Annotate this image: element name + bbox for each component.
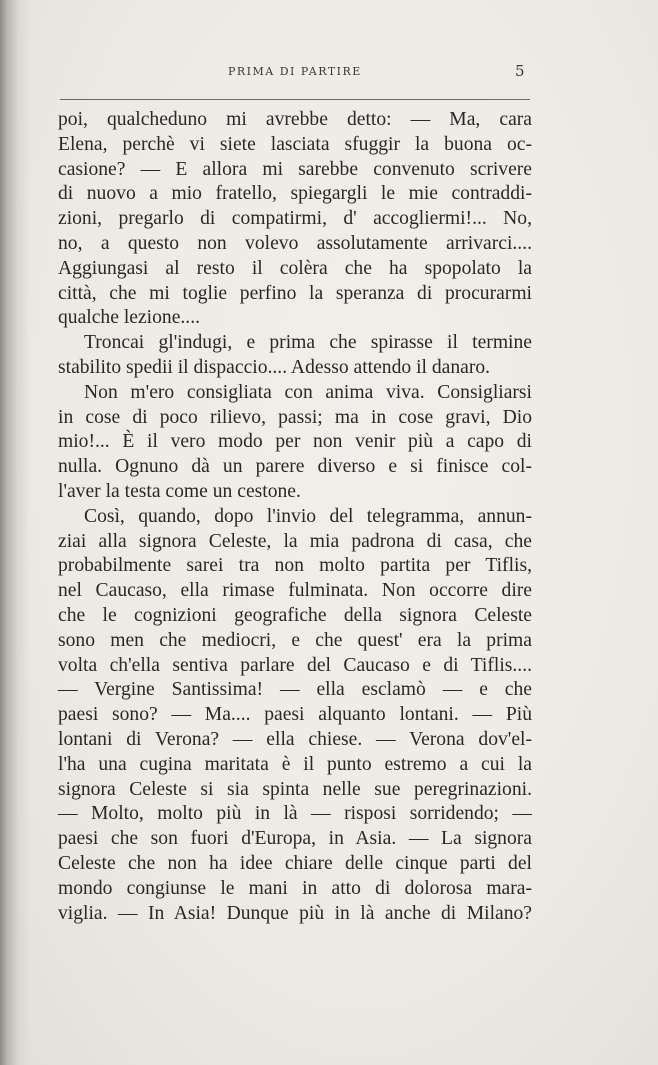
running-title: PRIMA DI PARTIRE xyxy=(228,65,362,78)
text-line: paesi sono? — Ma.... paesi alquanto lontani. — Più xyxy=(58,704,532,726)
text-line: probabilmente sarei tra non molto partita per Tiflis, xyxy=(58,555,532,577)
paragraph-end-line: l'aver la testa come un cestone. xyxy=(58,480,301,502)
text-line: casione? — E allora mi sarebbe convenuto scrivere xyxy=(58,158,532,180)
text-line: sono men che mediocri, e che quest' era la prima xyxy=(58,629,532,651)
text-line: nulla. Ognuno dà un parere diverso e si finisce col- xyxy=(58,456,532,478)
text-line: Celeste che non ha idee chiare delle cinque parti del xyxy=(58,852,532,874)
paragraph-start-line: Così, quando, dopo l'invio del telegramma, annun- xyxy=(84,505,532,527)
text-line: ziai alla signora Celeste, la mia padrona di casa, che xyxy=(58,530,532,552)
page-number: 5 xyxy=(515,62,525,80)
text-line: — Vergine Santissima! — ella esclamò — e che xyxy=(58,679,532,701)
text-line: mondo congiunse le mani in atto di dolorosa mara- xyxy=(58,877,532,899)
text-line: viglia. — In Asia! Dunque più in là anche di Milano? xyxy=(58,902,532,924)
text-line: lontani di Verona? — ella chiese. — Verona dov'el- xyxy=(58,728,532,750)
header-rule xyxy=(60,99,530,100)
text-line: Aggiungasi al resto il colèra che ha spopolato la xyxy=(58,257,532,279)
text-line: — Molto, molto più in là — risposi sorridendo; — xyxy=(58,803,532,825)
text-line: no, a questo non volevo assolutamente arrivarci.... xyxy=(58,232,532,254)
page-header xyxy=(60,62,530,82)
text-line: zioni, pregarlo di compatirmi, d' accogliermi!... No, xyxy=(58,208,532,230)
body-text xyxy=(58,108,532,926)
text-line: signora Celeste si sia spinta nelle sue peregrinazioni. xyxy=(58,778,532,800)
text-line: poi, qualcheduno mi avrebbe detto: — Ma, cara xyxy=(58,109,532,130)
paragraph-start-line: Non m'ero consigliata con anima viva. Consigliarsi xyxy=(84,381,532,403)
paragraph-end-line: qualche lezione.... xyxy=(58,307,200,329)
paragraph-end-line: stabilito spedii il dispaccio.... Adesso attendo il danaro. xyxy=(58,356,491,378)
text-line: paesi che son fuori d'Europa, in Asia. — La signora xyxy=(58,828,532,850)
text-line: Elena, perchè vi siete lasciata sfuggir la buona oc- xyxy=(58,133,532,155)
paragraph-start-line: Troncai gl'indugi, e prima che spirasse il termine xyxy=(84,332,532,354)
text-line: mio!... È il vero modo per non venir più a capo di xyxy=(58,431,532,453)
text-line: volta ch'ella sentiva parlare del Caucaso e di Tiflis.... xyxy=(58,654,532,676)
book-gutter-shadow xyxy=(0,0,30,1065)
text-line: nel Caucaso, ella rimase fulminata. Non occorre dire xyxy=(58,580,532,602)
text-line: che le cognizioni geografiche della signora Celeste xyxy=(58,604,532,626)
text-line: città, che mi toglie perfino la speranza di procurarmi xyxy=(58,282,532,304)
text-line: di nuovo a mio fratello, spiegargli le mie contraddi- xyxy=(58,183,532,205)
text-line: l'ha una cugina maritata è il punto estremo a cui la xyxy=(58,753,532,775)
text-line: in cose di poco rilievo, passi; ma in cose gravi, Dio xyxy=(58,406,532,428)
